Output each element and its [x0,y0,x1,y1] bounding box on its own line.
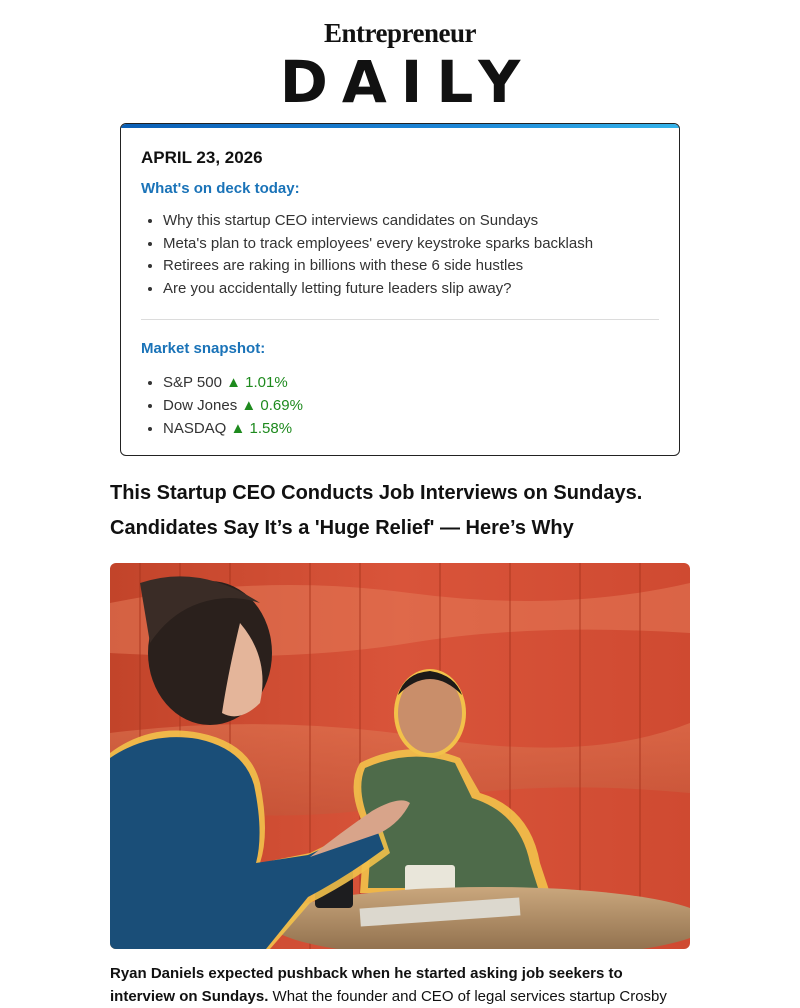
market-change: ▲ 1.01% [226,374,288,392]
market-item-nasdaq [163,418,659,441]
deck-item[interactable]: • Why this startup CEO interviews candidates on Sundays [163,210,659,233]
brand-logo[interactable]: Entrepreneur [324,18,476,48]
market-name: S&P 500 [163,374,222,392]
lede-bold: Ryan Daniels expected pushback when he started asking job seekers to interview on Sundays. [110,965,623,1005]
market-heading: Market snapshot: [141,340,266,358]
article-hero-image[interactable] [110,563,690,949]
deck-heading: What's on deck today: [141,180,300,197]
summary-card [120,123,680,456]
market-item-sp500 [163,372,659,395]
deck-item[interactable]: • Meta's plan to track employees' every keystroke sparks backlash [163,233,659,256]
market-change: ▲ 1.58% [230,419,293,437]
article-headline[interactable]: This Startup CEO Conducts Job Interviews on Sundays. Candidates Say It’s a 'Huge Relief' — Here’s Why [110,482,643,539]
article-lede [110,962,690,1008]
deck-list [141,210,659,300]
deck-item[interactable]: • Retirees are raking in billions with these 6 side hustles [163,255,659,278]
issue-date: APRIL 23, 2026 [141,148,263,167]
deck-item[interactable]: • Are you accidentally letting future leaders slip away? [163,278,659,301]
market-name: Dow Jones [163,396,238,414]
market-list [141,372,659,440]
divider [141,319,659,320]
masthead [0,0,800,114]
market-name: NASDAQ [163,419,227,437]
lede-text: What the founder and CEO of legal services startup Crosby [268,988,667,1005]
market-change: ▲ 0.69% [241,396,303,414]
market-item-dow [163,395,659,418]
newsletter-title: DAILY [279,48,535,116]
